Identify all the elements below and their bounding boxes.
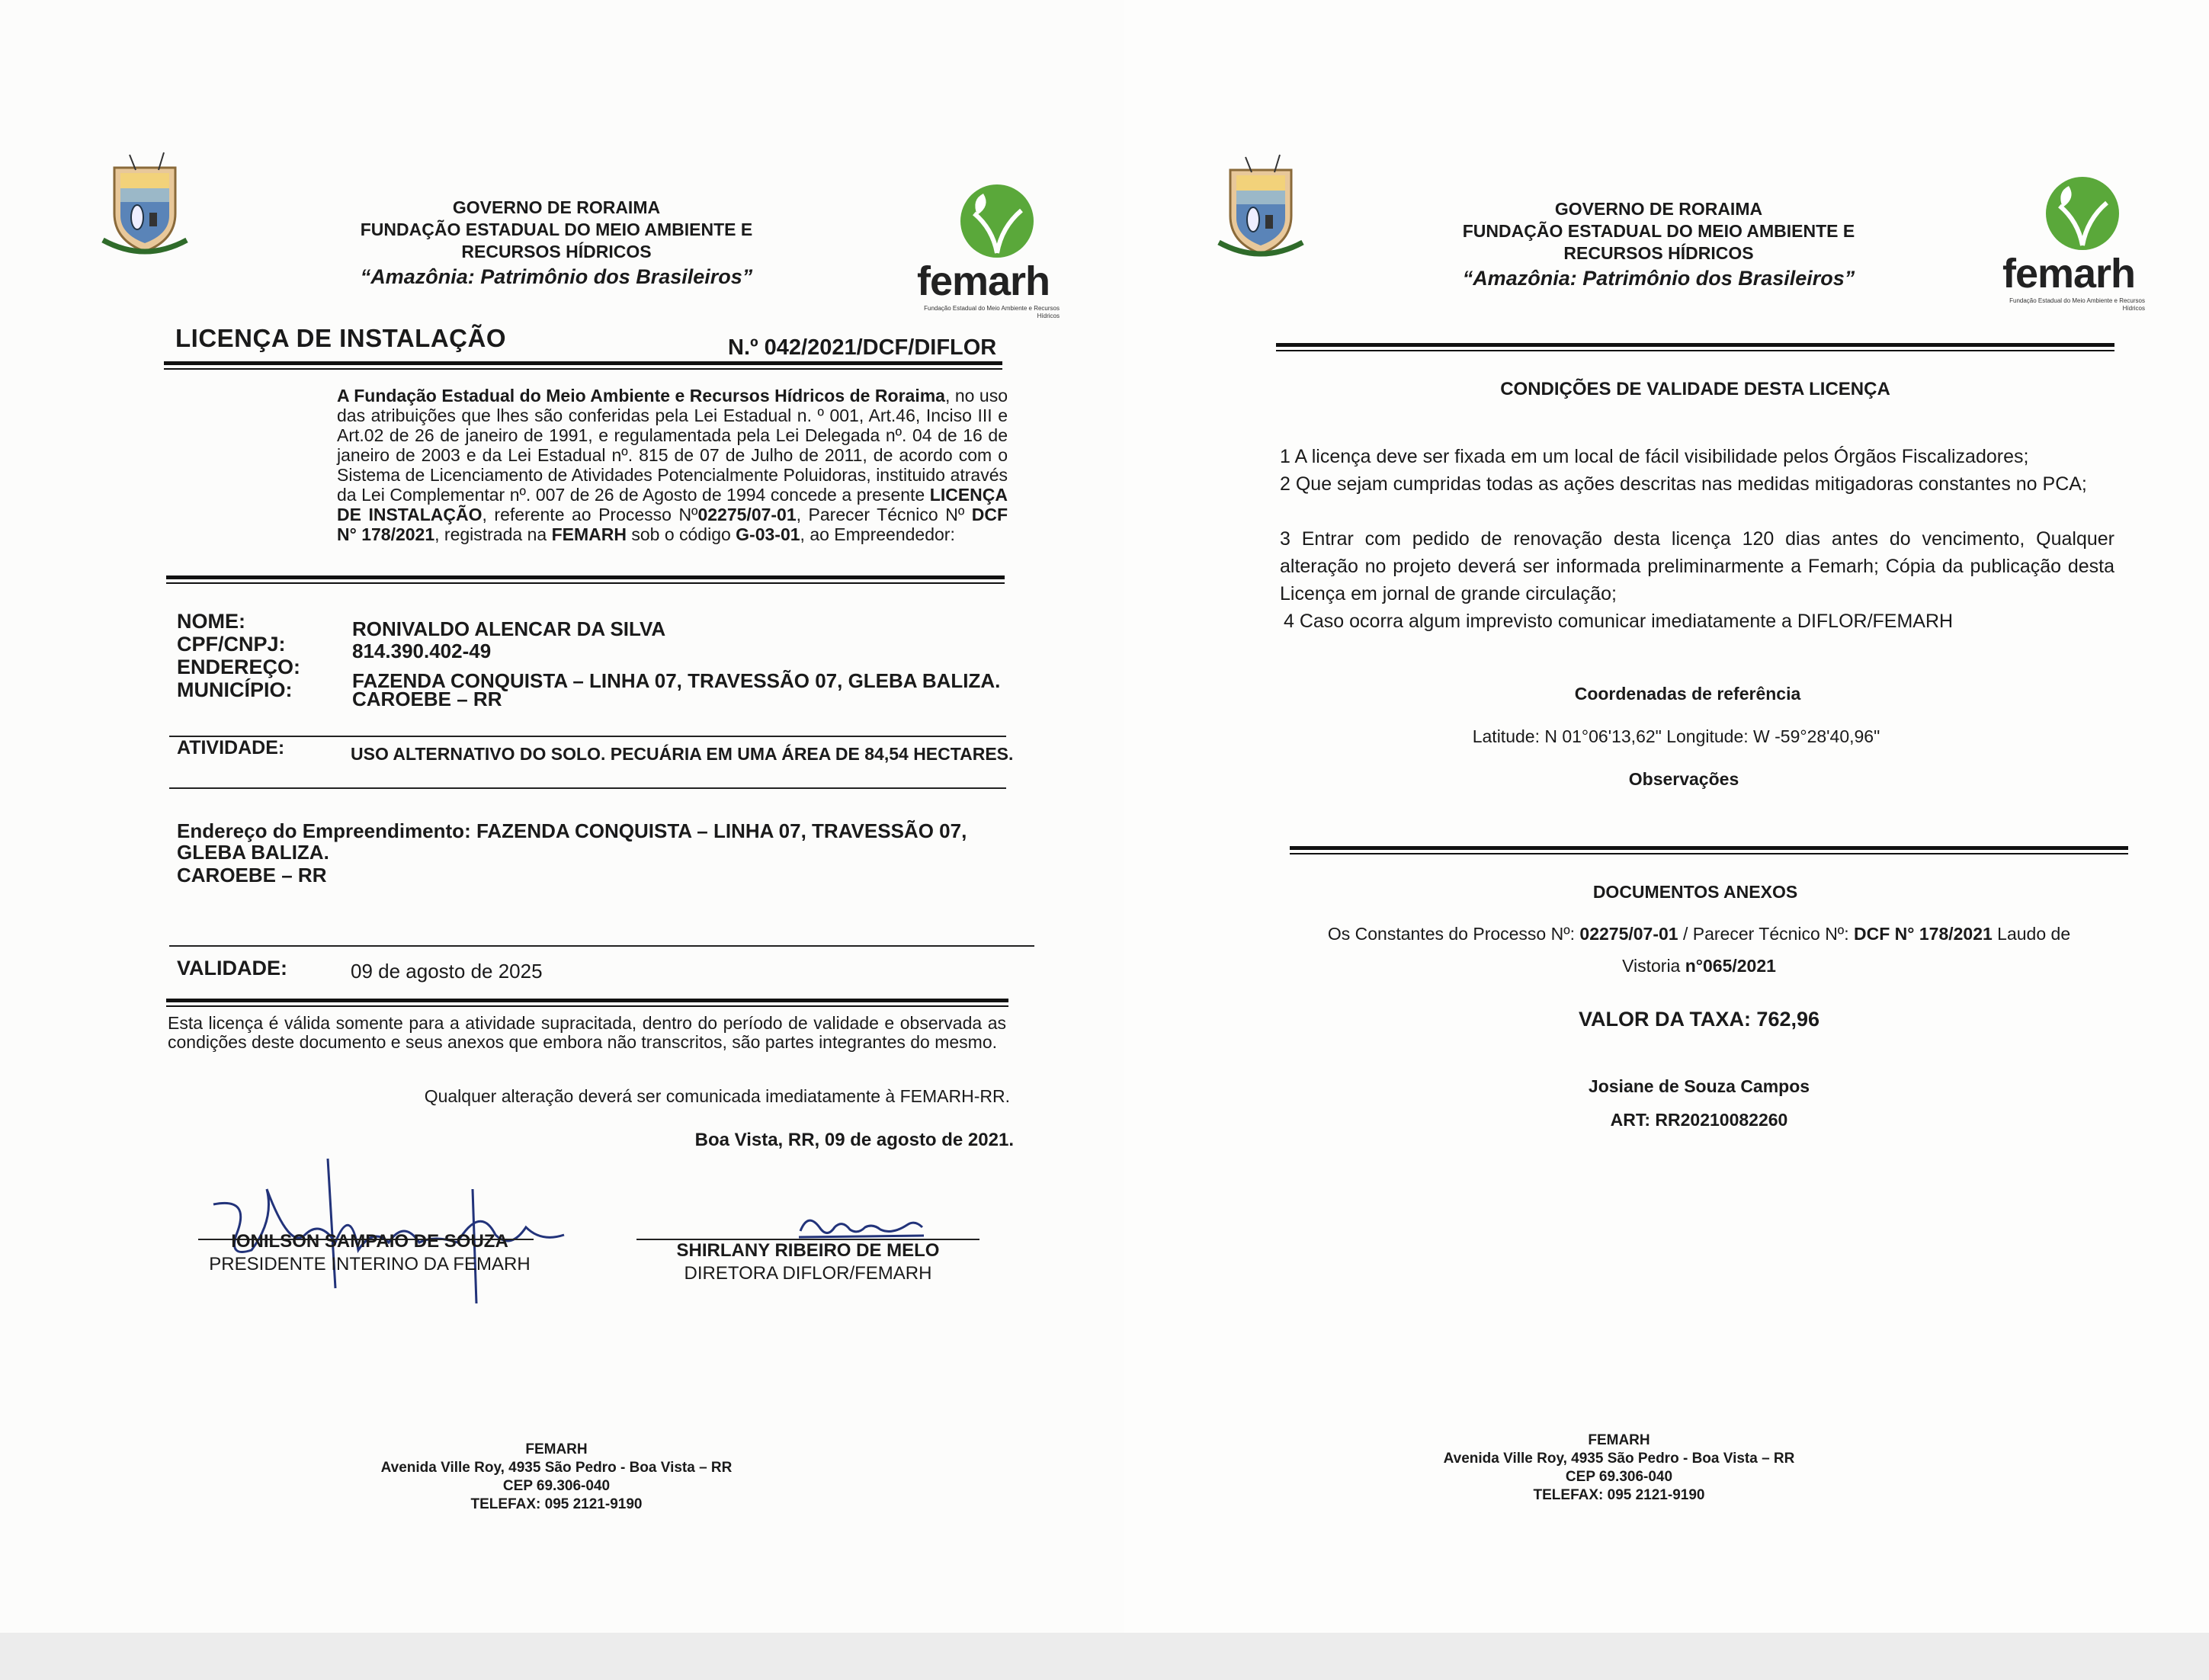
femarh-logo	[1993, 175, 2145, 328]
header-motto: “Amazônia: Patrimônio dos Brasileiros”	[1462, 267, 1855, 290]
endereco-value: FAZENDA CONQUISTA – LINHA 07, TRAVESSÃO 07, GLEBA BALIZA.	[352, 669, 1001, 692]
empreendimento-line3: CAROEBE – RR	[177, 864, 327, 886]
validade-top-rule	[169, 945, 1034, 947]
nome-value: RONIVALDO ALENCAR DA SILVA	[352, 617, 666, 640]
condition-text: 2 Que sejam cumpridas todas as ações descritas nas medidas mitigadoras constantes no PCA;	[1280, 473, 2087, 495]
roraima-crest-icon	[1215, 151, 1306, 265]
header-gov: GOVERNO DE RORAIMA	[1554, 199, 1763, 219]
title-rule	[164, 361, 1002, 370]
cpf-value: 814.390.402-49	[352, 640, 492, 662]
fields-rule	[169, 736, 1006, 737]
cpf-label: CPF/CNPJ:	[177, 633, 286, 656]
president-signature-icon	[206, 1143, 587, 1303]
empreendimento-line1: Endereço do Empreendimento: FAZENDA CONQUISTA – LINHA 07, TRAVESSÃO 07,	[177, 819, 967, 842]
header-foundation-2: RECURSOS HÍDRICOS	[461, 242, 652, 261]
atividade-rule	[169, 787, 1006, 789]
annexes-title: DOCUMENTOS ANEXOS	[1592, 882, 1798, 902]
annexes-rule	[1290, 846, 2128, 854]
logo-subtitle: Fundação Estadual do Meio Ambiente e Recursos Hídricos	[2009, 297, 2145, 312]
annexes-line2: Vistoria n°065/2021	[1622, 956, 1776, 976]
logo-word: femarh	[2002, 251, 2136, 297]
femarh-leaf-icon	[1993, 175, 2145, 252]
footer-address	[1352, 1432, 1886, 1505]
condition-item	[1280, 470, 2114, 498]
footer-l3: CEP 69.306-040	[502, 1478, 611, 1494]
municipio-label: MUNICÍPIO:	[177, 678, 293, 701]
license-number: N.º 042/2021/DCF/DIFLOR	[728, 335, 997, 360]
footer-l4: TELEFAX: 095 2121-9190	[470, 1496, 643, 1512]
header-foundation: FUNDAÇÃO ESTADUAL DO MEIO AMBIENTE E	[1462, 221, 1855, 241]
header-gov: GOVERNO DE RORAIMA	[452, 197, 661, 217]
observations-title: Observações	[1628, 769, 1739, 789]
conditions-top-rule	[1276, 343, 2114, 351]
coords-value: Latitude: N 01°06'13,62" Longitude: W -59°28'40,96"	[1472, 726, 1880, 746]
conditions-title: CONDIÇÕES DE VALIDADE DESTA LICENÇA	[1500, 379, 1890, 399]
fee-value: VALOR DA TAXA: 762,96	[1578, 1008, 1820, 1031]
coords-title: Coordenadas de referência	[1574, 684, 1801, 704]
place-date: Boa Vista, RR, 09 de agosto de 2021.	[694, 1130, 1014, 1150]
condition-item	[1280, 525, 2114, 608]
change-note: Qualquer alteração deverá ser comunicada imediatamente à FEMARH-RR.	[424, 1086, 1010, 1106]
condition-item: 4 Caso ocorra algum imprevisto comunicar imediatamente a DIFLOR/FEMARH	[1284, 611, 1954, 632]
municipio-value: CAROEBE – RR	[352, 688, 502, 710]
femarh-leaf-icon	[907, 183, 1060, 259]
signer-2-name: SHIRLANY RIBEIRO DE MELO	[676, 1240, 940, 1261]
condition-text: 3 Entrar com pedido de renovação desta licença 120 dias antes do vencimento, Qualquer alteração no projeto deverá ser informada preliminarmente a Femarh; Cópia da publicação desta Licença em jornal de grande circulação;	[1280, 528, 2114, 604]
femarh-logo	[907, 183, 1060, 335]
condition-item: 1 A licença deve ser fixada em um local de fácil visibilidade pelos Órgãos Fiscalizadores;	[1280, 446, 2029, 467]
footer-l1: FEMARH	[1588, 1432, 1650, 1448]
art-number: ART: RR20210082260	[1610, 1110, 1788, 1130]
atividade-value: USO ALTERNATIVO DO SOLO. PECUÁRIA EM UMA ÁREA DE 84,54 HECTARES.	[351, 744, 1014, 764]
header-motto: “Amazônia: Patrimônio dos Brasileiros”	[360, 265, 753, 288]
footer-l4: TELEFAX: 095 2121-9190	[1533, 1487, 1705, 1503]
technician-name: Josiane de Souza Campos	[1588, 1076, 1810, 1096]
roraima-crest-icon	[99, 149, 191, 263]
validade-value: 09 de agosto de 2025	[351, 960, 543, 983]
footer-address	[290, 1441, 823, 1514]
validade-rule	[166, 999, 1008, 1007]
annexes-line1: Os Constantes do Processo Nº: 02275/07-01 / Parecer Técnico Nº: DCF N° 178/2021 Laudo de	[1327, 924, 2071, 944]
nome-label: NOME:	[177, 610, 245, 633]
header-foundation-2: RECURSOS HÍDRICOS	[1563, 243, 1754, 263]
atividade-label: ATIVIDADE:	[177, 737, 285, 758]
director-signature-icon	[793, 1208, 930, 1242]
conditions-page	[1124, 0, 2209, 1633]
endereco-label: ENDEREÇO:	[177, 656, 301, 678]
license-title: LICENÇA DE INSTALAÇÃO	[175, 324, 506, 352]
footer-l1: FEMARH	[525, 1441, 588, 1457]
validade-label: VALIDADE:	[177, 957, 287, 979]
header-foundation: FUNDAÇÃO ESTADUAL DO MEIO AMBIENTE E	[360, 220, 753, 239]
footer-l3: CEP 69.306-040	[1565, 1469, 1673, 1485]
logo-word: femarh	[916, 258, 1050, 304]
signer-2-role: DIRETORA DIFLOR/FEMARH	[684, 1263, 932, 1284]
footer-l2: Avenida Ville Roy, 4935 São Pedro - Boa Vista – RR	[1443, 1451, 1795, 1467]
empreendimento-line2: GLEBA BALIZA.	[177, 841, 329, 864]
signer-1-role: PRESIDENTE INTERINO DA FEMARH	[209, 1254, 531, 1274]
intro-paragraph: A Fundação Estadual do Meio Ambiente e Recursos Hídricos de Roraima, no uso das atribuições que lhes são conferidas pela Lei Estadual n. º 001, Art.46, Inciso III e Art.02 de 26 de janeiro de 1991, e regulamentada pela Lei Delegada nº. 04 de 16 de janeiro de 2003 e da Lei Estadual nº. 815 de 07 de Julho de 2011, de acordo com o Sistema de Licenciamento de Atividades Potencialmente Poluidoras, instituido através da Lei Complementar nº. 007 de 26 de Agosto de 1994 concede a presente LICENÇA DE INSTALAÇÃO, referente ao Processo Nº02275/07-01, Parecer Técnico Nº DCF N° 178/2021, registrada na FEMARH sob o código G-03-01, ao Empreendedor:	[337, 386, 1008, 544]
header-text	[290, 197, 823, 290]
validity-note: Esta licença é válida somente para a atividade supracitada, dentro do período de validade e observada as condições deste documento e seus anexos que embora não transcritos, são partes integrantes do mesmo.	[168, 1013, 1006, 1052]
header-text	[1392, 198, 1925, 292]
intro-rule	[166, 575, 1005, 584]
logo-subtitle: Fundação Estadual do Meio Ambiente e Recursos Hídricos	[924, 305, 1060, 319]
footer-l2: Avenida Ville Roy, 4935 São Pedro - Boa Vista – RR	[380, 1460, 733, 1476]
signer-1-name: IONILSON SAMPAIO DE SOUZA	[231, 1231, 508, 1252]
license-page	[0, 0, 1124, 1633]
